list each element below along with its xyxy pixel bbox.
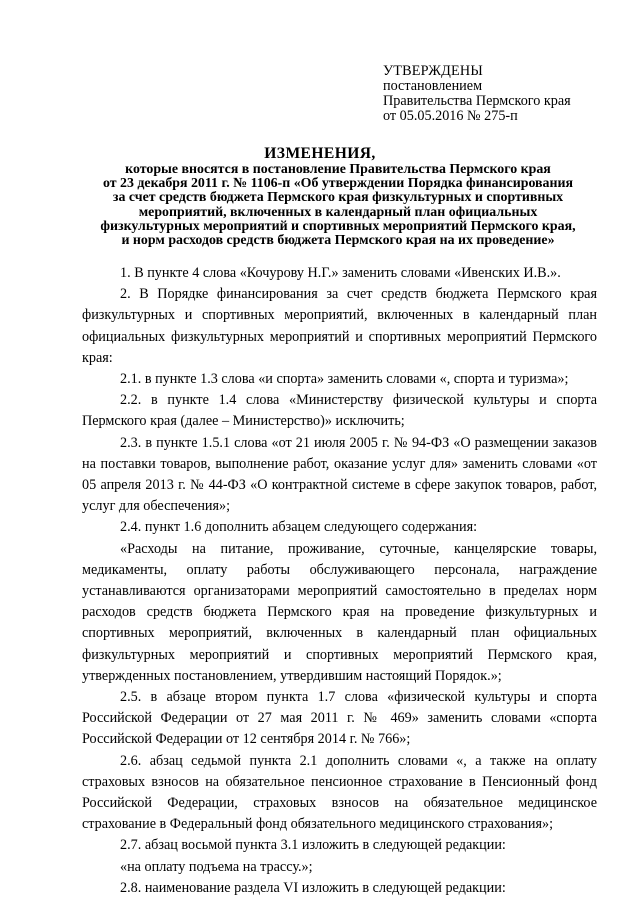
paragraph-item-2-6: 2.6. абзац седьмой пункта 2.1 дополнить словами «, а также на оплату страховых взносов на обязательное пенсионное страхование в Пенсионный фонд Российской Федерации, страховых взносов на обязательное медицинское страхование в Федеральный фонд обязательного медицинского страхования»; bbox=[82, 752, 597, 833]
paragraph-item-1: 1. В пункте 4 слова «Кочурову Н.Г.» заменить словами «Ивенских И.В.». bbox=[120, 265, 561, 281]
subtitle-line: и норм расходов средств бюджета Пермского края на их проведение» bbox=[121, 233, 555, 249]
approval-stamp bbox=[383, 64, 571, 124]
approval-line: Правительства Пермского края bbox=[383, 93, 571, 109]
approval-line: постановлением bbox=[383, 78, 483, 94]
subtitle-line: мероприятий, включенных в календарный план официальных bbox=[138, 204, 538, 220]
document-title: ИЗМЕНЕНИЯ, bbox=[264, 145, 376, 162]
subtitle-line: за счет средств бюджета Пермского края физкультурных и спортивных bbox=[112, 190, 564, 206]
paragraph-item-2-3: 2.3. в пункте 1.5.1 слова «от 21 июля 2005 г. № 94-ФЗ «О размещении заказов на поставки товаров, выполнение работ, оказание услуг для» заменить словами «от 05 апреля 2013 г. № 44-ФЗ «О контрактной системе в сфере закупок товаров, работ, услуг для обеспечения»; bbox=[82, 434, 597, 515]
paragraph-quote-trail: «на оплату подъема на трассу.»; bbox=[120, 858, 313, 875]
paragraph-item-2-5: 2.5. в абзаце втором пункта 1.7 слова «физической культуры и спорта Российской Федерации от 27 мая 2011 г. № 469» заменить словами «спорта Российской Федерации от 12 сентября 2014 г. № 766»; bbox=[82, 689, 597, 748]
document-subtitle bbox=[78, 163, 598, 248]
paragraph-item-2: 2. В Порядке финансирования за счет средств бюджета Пермского края физкультурных и спортивных мероприятий, включенных в календарный план официальных физкультурных мероприятий и спортивных мероприятий Пермского края: bbox=[82, 286, 597, 366]
paragraph-item-2-1: 2.1. в пункте 1.3 слова «и спорта» заменить словами «, спорта и туризма»; bbox=[120, 371, 569, 388]
approval-title: УТВЕРЖДЕНЫ bbox=[383, 63, 483, 79]
paragraph-quote-expenses: «Расходы на питание, проживание, суточные, канцелярские товары, медикаменты, оплату работы обслуживающего персонала, награждение устанавливаются организаторами мероприятий самостоятельно в пределах норм расходов средств бюджета Пермского края на проведение физкультурных и спортивных мероприятий, включенных в календарный план официальных физкультурных мероприятий и спортивных мероприятий Пермского края, утвержденных постановлением, утвердившим настоящий Порядок.»; bbox=[82, 540, 597, 684]
subtitle-line: физкультурных мероприятий и спортивных мероприятий Пермского края, bbox=[100, 218, 576, 234]
paragraph-item-2-2: 2.2. в пункте 1.4 слова «Министерству физической культуры и спорта Пермского края (далее – Министерство)» исключить; bbox=[82, 392, 597, 430]
paragraph-item-2-8: 2.8. наименование раздела VI изложить в следующей редакции: bbox=[120, 879, 506, 896]
document-body bbox=[82, 263, 597, 899]
subtitle-line: которые вносятся в постановление Правительства Пермского края bbox=[125, 162, 551, 177]
paragraph-item-2-4: 2.4. пункт 1.6 дополнить абзацем следующего содержания: bbox=[120, 519, 478, 536]
subtitle-line: от 23 декабря 2011 г. № 1106-п «Об утверждении Порядка финансирования bbox=[102, 176, 574, 192]
paragraph-item-2-7: 2.7. абзац восьмой пункта 3.1 изложить в следующей редакции: bbox=[120, 837, 506, 854]
approval-line: от 05.05.2016 № 275-п bbox=[383, 108, 518, 124]
